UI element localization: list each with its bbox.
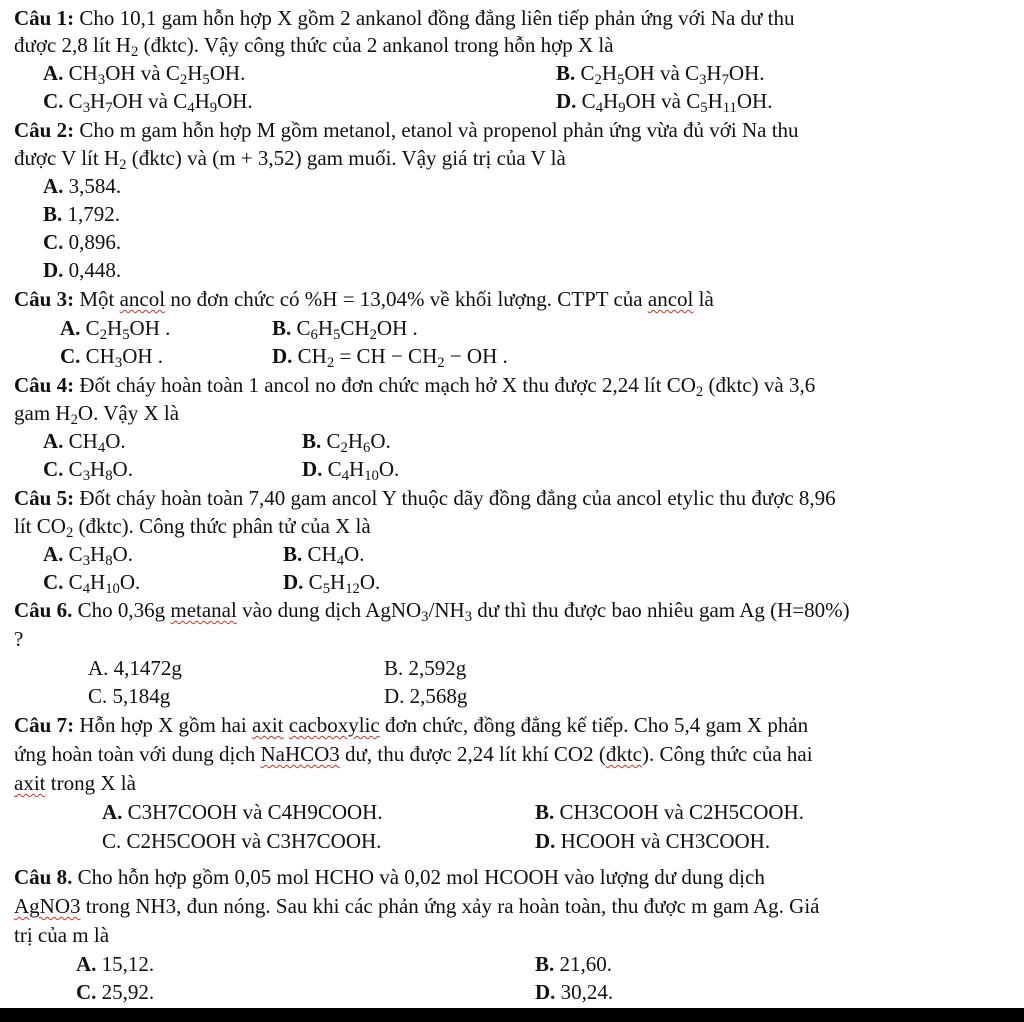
q4-stem-sub-1: 2 xyxy=(695,384,704,400)
q3-stem-line-1 xyxy=(14,287,1016,312)
q4-stem-sub-2: 2 xyxy=(70,412,78,428)
q8-number: Câu 8. xyxy=(14,865,73,889)
q8-l2-t1: trong NH3, đun nóng. Sau khi các phản ứng xảy ra hoàn toàn, thu được m gam Ag. Giá xyxy=(80,894,820,918)
q4-d-s2: 10 xyxy=(364,468,379,484)
q7-option-a-letter: A. xyxy=(102,800,123,824)
q7-l2-w2: đktc xyxy=(605,742,642,766)
q6-s1: 3 xyxy=(421,609,429,625)
q5-c-p2: H xyxy=(90,570,106,594)
q8-l2-w1: AgNO3 xyxy=(14,894,81,918)
q4-stem-text-2a: gam H xyxy=(14,401,71,425)
q1-c-p2: H xyxy=(90,89,106,113)
q6-w1: metanal xyxy=(170,598,237,622)
q5-option-d[interactable] xyxy=(283,570,380,595)
q1-d-p1: C xyxy=(576,89,596,113)
q6-option-d[interactable] xyxy=(384,684,467,709)
bottom-border xyxy=(0,1008,1024,1022)
q4-b-p3: O. xyxy=(370,429,391,453)
q1-c-s1: 3 xyxy=(82,100,91,116)
q8-option-c-text: 25,92. xyxy=(96,980,155,1004)
q2-option-d-letter: D. xyxy=(43,258,64,282)
q4-c-s2: 8 xyxy=(105,468,113,484)
q3-a-p3: OH . xyxy=(129,316,171,340)
q4-stem-line-1 xyxy=(14,373,1016,398)
q7-w1: axit xyxy=(252,713,284,737)
q3-option-d[interactable] xyxy=(272,344,508,369)
q1-a-p4: OH. xyxy=(209,61,246,85)
q2-stem-line-2 xyxy=(14,146,1016,171)
q3-d-p3: − OH . xyxy=(444,344,508,368)
q1-a-p3: H xyxy=(187,61,203,85)
q1-option-b[interactable] xyxy=(556,61,765,86)
q3-option-c-letter: C. xyxy=(60,344,81,368)
q7-stem-line-2 xyxy=(14,742,1016,767)
q1-option-d-letter: D. xyxy=(556,89,577,113)
q5-c-p3: O. xyxy=(119,570,141,594)
q3-c-p1: CH xyxy=(80,344,115,368)
q8-option-c-letter: C. xyxy=(76,980,97,1004)
q3-b-p3: CH xyxy=(340,316,370,340)
q7-number: Câu 7: xyxy=(14,713,75,737)
q2-stem-text-1: Cho m gam hỗn hợp M gồm metanol, etanol và propenol phản ứng vừa đủ với Na thu xyxy=(79,118,799,142)
q4-b-s1: 2 xyxy=(340,440,348,456)
q1-option-d[interactable] xyxy=(556,89,772,114)
q4-stem-text-1a: Đốt cháy hoàn toàn 1 ancol no đơn chức mạch hở X thu được 2,24 lít CO xyxy=(74,373,696,397)
q4-option-d-letter: D. xyxy=(302,457,323,481)
q6-stem-text-2: ? xyxy=(14,627,24,651)
q6-number: Câu 6. xyxy=(14,598,73,622)
q8-stem-line-1 xyxy=(14,865,1016,890)
q3-option-b-letter: B. xyxy=(272,316,292,340)
q4-c-p1: C xyxy=(63,457,83,481)
q5-option-a-letter: A. xyxy=(43,542,64,566)
q5-d-s2: 12 xyxy=(345,581,360,597)
q3-option-a[interactable] xyxy=(60,316,170,341)
q3-a-p2: H xyxy=(107,316,123,340)
q1-option-c[interactable] xyxy=(43,89,253,114)
q3-d-p1: CH xyxy=(292,344,327,368)
q7-l2-t2: dư, thu được 2,24 lít khí CO2 ( xyxy=(339,742,606,766)
q4-option-d[interactable] xyxy=(302,457,399,482)
q5-stem-sub: 2 xyxy=(65,525,74,541)
q8-stem-line-3 xyxy=(14,923,1016,948)
q6-s2: 3 xyxy=(464,609,473,625)
q4-d-p3: O. xyxy=(378,457,400,481)
q5-d-s1: 5 xyxy=(322,581,331,597)
q1-b-s3: 3 xyxy=(699,72,707,88)
q4-a-p1: CH xyxy=(63,429,98,453)
q6-option-c[interactable] xyxy=(88,684,170,709)
q8-stem-text-1: Cho hỗn hợp gồm 0,05 mol HCHO và 0,02 mol HCOOH vào lượng dư dung dịch xyxy=(72,865,765,889)
q5-d-p2: H xyxy=(330,570,346,594)
q7-stem-line-3 xyxy=(14,771,1016,796)
q3-a-p1: C xyxy=(80,316,100,340)
q3-option-b[interactable] xyxy=(272,316,418,341)
q5-a-s1: 3 xyxy=(82,553,91,569)
q3-c-s1: 3 xyxy=(114,355,123,371)
q4-b-s2: 6 xyxy=(363,440,371,456)
q3-b-p4: OH . xyxy=(376,316,418,340)
q1-c-p1: C xyxy=(63,89,83,113)
q5-b-s1: 4 xyxy=(336,553,345,569)
q5-stem-text-2b: (đktc). Công thức phân tử của X là xyxy=(73,514,371,538)
q5-stem-line-2 xyxy=(14,514,1016,539)
q1-b-s2: 5 xyxy=(617,72,625,88)
q4-d-s1: 4 xyxy=(341,468,350,484)
q7-option-d-text: HCOOH và CH3COOH. xyxy=(555,829,771,853)
q1-stem-line-2 xyxy=(14,33,1016,58)
q5-c-s2: 10 xyxy=(105,581,120,597)
q7-t1: Hỗn hợp X gồm hai xyxy=(74,713,253,737)
q4-option-c-letter: C. xyxy=(43,457,64,481)
q1-option-c-letter: C. xyxy=(43,89,64,113)
q4-b-p1: C xyxy=(321,429,341,453)
q6-option-d-text: D. 2,568g xyxy=(384,684,468,708)
q6-option-b-text: B. 2,592g xyxy=(384,656,467,680)
q1-a-s2: 2 xyxy=(179,72,188,88)
q7-l3-w1: axit xyxy=(14,771,46,795)
q4-stem-text-1b: (đktc) và 3,6 xyxy=(703,373,816,397)
q1-stem-text-2b: (đktc). Vậy công thức của 2 ankanol trong hỗn hợp X là xyxy=(138,33,614,57)
q5-stem-text-2a: lít CO xyxy=(14,514,66,538)
q3-a-s2: 5 xyxy=(122,327,130,343)
q2-option-c[interactable] xyxy=(43,230,121,255)
q5-c-p1: C xyxy=(63,570,83,594)
q1-option-a[interactable] xyxy=(43,61,245,86)
q1-stem-text-2a: được 2,8 lít H xyxy=(14,33,131,57)
q7-l2-w1: NaHCO3 xyxy=(260,742,340,766)
q5-option-d-letter: D. xyxy=(283,570,304,594)
q4-c-p2: H xyxy=(90,457,106,481)
q2-option-b-text: 1,792. xyxy=(62,202,121,226)
q1-a-s1: 3 xyxy=(97,72,106,88)
q5-option-b[interactable] xyxy=(283,542,364,567)
q7-l2-t3: ). Công thức của hai xyxy=(641,742,813,766)
q3-d-s1: 2 xyxy=(326,355,335,371)
q2-option-c-text: 0,896. xyxy=(63,230,122,254)
q6-option-a-text: A. 4,1472g xyxy=(88,656,182,680)
q4-stem-text-2b: O. Vậy X là xyxy=(77,401,180,425)
q4-d-p1: C xyxy=(322,457,342,481)
q2-option-a[interactable] xyxy=(43,174,121,199)
q7-option-d-letter: D. xyxy=(535,829,556,853)
q5-d-p1: C xyxy=(303,570,323,594)
q1-d-p4: H xyxy=(707,89,723,113)
q7-option-c-text: C. C2H5COOH và C3H7COOH. xyxy=(102,829,382,853)
q2-stem-text-2a: được V lít H xyxy=(14,146,120,170)
q4-c-p3: O. xyxy=(112,457,133,481)
q7-option-c[interactable] xyxy=(102,829,381,854)
q3-option-a-letter: A. xyxy=(60,316,81,340)
q5-a-p2: H xyxy=(90,542,106,566)
q3-option-c[interactable] xyxy=(60,344,163,369)
q1-b-p3: OH và C xyxy=(624,61,700,85)
q5-a-p1: C xyxy=(63,542,83,566)
q5-b-p1: CH xyxy=(302,542,337,566)
q1-stem-line-1 xyxy=(14,6,1016,31)
q5-c-s1: 4 xyxy=(82,581,91,597)
q7-w2: cacboxylic xyxy=(288,713,380,737)
q4-b-p2: H xyxy=(347,429,364,453)
q8-option-a[interactable] xyxy=(76,952,154,977)
q5-option-c[interactable] xyxy=(43,570,140,595)
q2-option-c-letter: C. xyxy=(43,230,64,254)
q5-b-p2: O. xyxy=(344,542,365,566)
q8-option-a-text: 15,12. xyxy=(96,952,155,976)
q5-option-a[interactable] xyxy=(43,542,133,567)
q8-stem-line-2 xyxy=(14,894,1016,919)
q1-b-p1: C xyxy=(575,61,595,85)
q1-c-p3: OH và C xyxy=(112,89,188,113)
q2-number: Câu 2: xyxy=(14,118,75,142)
q7-option-b[interactable] xyxy=(535,800,804,825)
q3-b-p1: C xyxy=(291,316,311,340)
q1-b-p4: H xyxy=(706,61,722,85)
q1-stem-sub: 2 xyxy=(130,44,139,60)
q3-c-p2: OH . xyxy=(122,344,164,368)
q3-b-p2: H xyxy=(317,316,334,340)
q3-w2: ancol xyxy=(647,287,694,311)
q4-a-p2: O. xyxy=(105,429,126,453)
q1-c-s4: 9 xyxy=(209,100,218,116)
q1-b-p5: OH. xyxy=(728,61,765,85)
q3-t2: no đơn chức có %H = 13,04% về khối lượng. CTPT của xyxy=(165,287,648,311)
q8-option-a-letter: A. xyxy=(76,952,97,976)
q2-option-b[interactable] xyxy=(43,202,120,227)
q1-b-s4: 7 xyxy=(721,72,729,88)
q5-a-p3: O. xyxy=(112,542,133,566)
q2-option-a-letter: A. xyxy=(43,174,64,198)
q8-option-b-letter: B. xyxy=(535,952,555,976)
q6-option-c-text: C. 5,184g xyxy=(88,684,171,708)
q2-option-a-text: 3,584. xyxy=(63,174,122,198)
q1-c-p5: OH. xyxy=(217,89,253,113)
q4-a-s1: 4 xyxy=(97,440,106,456)
q2-stem-text-2b: (đktc) và (m + 3,52) gam muối. Vậy giá trị của V là xyxy=(126,146,566,170)
q6-stem-line-2 xyxy=(14,627,1016,652)
q4-option-a-letter: A. xyxy=(43,429,64,453)
q7-stem-line-1 xyxy=(14,713,1016,738)
q8-option-d-letter: D. xyxy=(535,980,556,1004)
q2-option-d[interactable] xyxy=(43,258,121,283)
q1-option-b-letter: B. xyxy=(556,61,576,85)
q8-option-b-text: 21,60. xyxy=(554,952,613,976)
q7-l2-t1: ứng hoàn toàn với dung dịch xyxy=(14,742,261,766)
q5-stem-line-1 xyxy=(14,486,1016,511)
q5-option-c-letter: C. xyxy=(43,570,64,594)
q4-d-p2: H xyxy=(349,457,365,481)
q7-option-a-text: C3H7COOH và C4H9COOH. xyxy=(122,800,383,824)
q6-t3: /NH xyxy=(428,598,465,622)
q1-d-s4: 11 xyxy=(722,100,737,116)
q3-t3: là xyxy=(693,287,714,311)
q4-number: Câu 4: xyxy=(14,373,75,397)
q1-b-p2: H xyxy=(601,61,618,85)
q4-option-c[interactable] xyxy=(43,457,133,482)
q2-stem-line-1 xyxy=(14,118,1016,143)
q8-option-b[interactable] xyxy=(535,952,612,977)
q8-stem-text-3: trị của m là xyxy=(14,923,110,947)
q8-option-d[interactable] xyxy=(535,980,613,1005)
q7-t3: đơn chức, đồng đẳng kế tiếp. Cho 5,4 gam X phản xyxy=(379,713,809,737)
q4-option-a[interactable] xyxy=(43,429,126,454)
q1-c-s2: 7 xyxy=(105,100,113,116)
q3-t1: Một xyxy=(74,287,120,311)
q1-a-s3: 5 xyxy=(202,72,210,88)
q1-a-p1: CH xyxy=(63,61,98,85)
q7-option-a[interactable] xyxy=(102,800,383,825)
q3-b-s1: 6 xyxy=(310,327,318,343)
q5-d-p3: O. xyxy=(359,570,381,594)
q5-stem-text-1: Đốt cháy hoàn toàn 7,40 gam ancol Y thuộc dãy đồng đẳng của ancol etylic thu được 8,96 xyxy=(74,486,836,510)
q2-option-b-letter: B. xyxy=(43,202,63,226)
q6-t2: vào dung dịch AgNO xyxy=(236,598,422,622)
q2-stem-sub: 2 xyxy=(119,157,127,173)
q1-b-s1: 2 xyxy=(594,72,602,88)
q4-c-s1: 3 xyxy=(82,468,91,484)
q1-d-s3: 5 xyxy=(700,100,708,116)
q4-option-b-letter: B. xyxy=(302,429,322,453)
q3-b-s2: 5 xyxy=(333,327,341,343)
q6-option-b[interactable] xyxy=(384,656,466,681)
q4-stem-line-2 xyxy=(14,401,1016,426)
q2-option-d-text: 0,448. xyxy=(63,258,122,282)
q7-option-b-text: CH3COOH và C2H5COOH. xyxy=(554,800,804,824)
q6-stem-line-1 xyxy=(14,598,1016,623)
q4-option-b[interactable] xyxy=(302,429,391,454)
q1-option-a-letter: A. xyxy=(43,61,64,85)
q3-option-d-letter: D. xyxy=(272,344,293,368)
q3-b-s3: 2 xyxy=(369,327,377,343)
q8-option-c[interactable] xyxy=(76,980,154,1005)
q3-w1: ancol xyxy=(119,287,166,311)
q3-d-s2: 2 xyxy=(437,355,445,371)
q5-number: Câu 5: xyxy=(14,486,75,510)
q1-d-p2: H xyxy=(603,89,619,113)
q1-d-s1: 4 xyxy=(595,100,604,116)
q6-option-a[interactable] xyxy=(88,656,182,681)
q6-t4: dư thì thu được bao nhiêu gam Ag (H=80%) xyxy=(472,598,850,622)
q8-option-d-text: 30,24. xyxy=(555,980,614,1004)
q7-option-d[interactable] xyxy=(535,829,770,854)
q3-a-s1: 2 xyxy=(99,327,108,343)
q1-number: Câu 1: xyxy=(14,6,75,30)
q5-a-s2: 8 xyxy=(105,553,113,569)
q1-a-p2: OH và C xyxy=(105,61,180,85)
q3-d-p2: = CH − CH xyxy=(334,344,438,368)
q1-d-s2: 9 xyxy=(618,100,626,116)
q5-option-b-letter: B. xyxy=(283,542,303,566)
q1-c-s3: 4 xyxy=(187,100,195,116)
q1-c-p4: H xyxy=(194,89,210,113)
q7-l3-t1: trong X là xyxy=(45,771,136,795)
q6-t1: Cho 0,36g xyxy=(72,598,171,622)
q3-number: Câu 3: xyxy=(14,287,75,311)
q1-stem-text-1: Cho 10,1 gam hỗn hợp X gồm 2 ankanol đồng đẳng liên tiếp phản ứng với Na dư thu xyxy=(79,6,795,30)
q1-d-p5: OH. xyxy=(736,89,773,113)
q1-d-p3: OH và C xyxy=(625,89,701,113)
q7-option-b-letter: B. xyxy=(535,800,555,824)
